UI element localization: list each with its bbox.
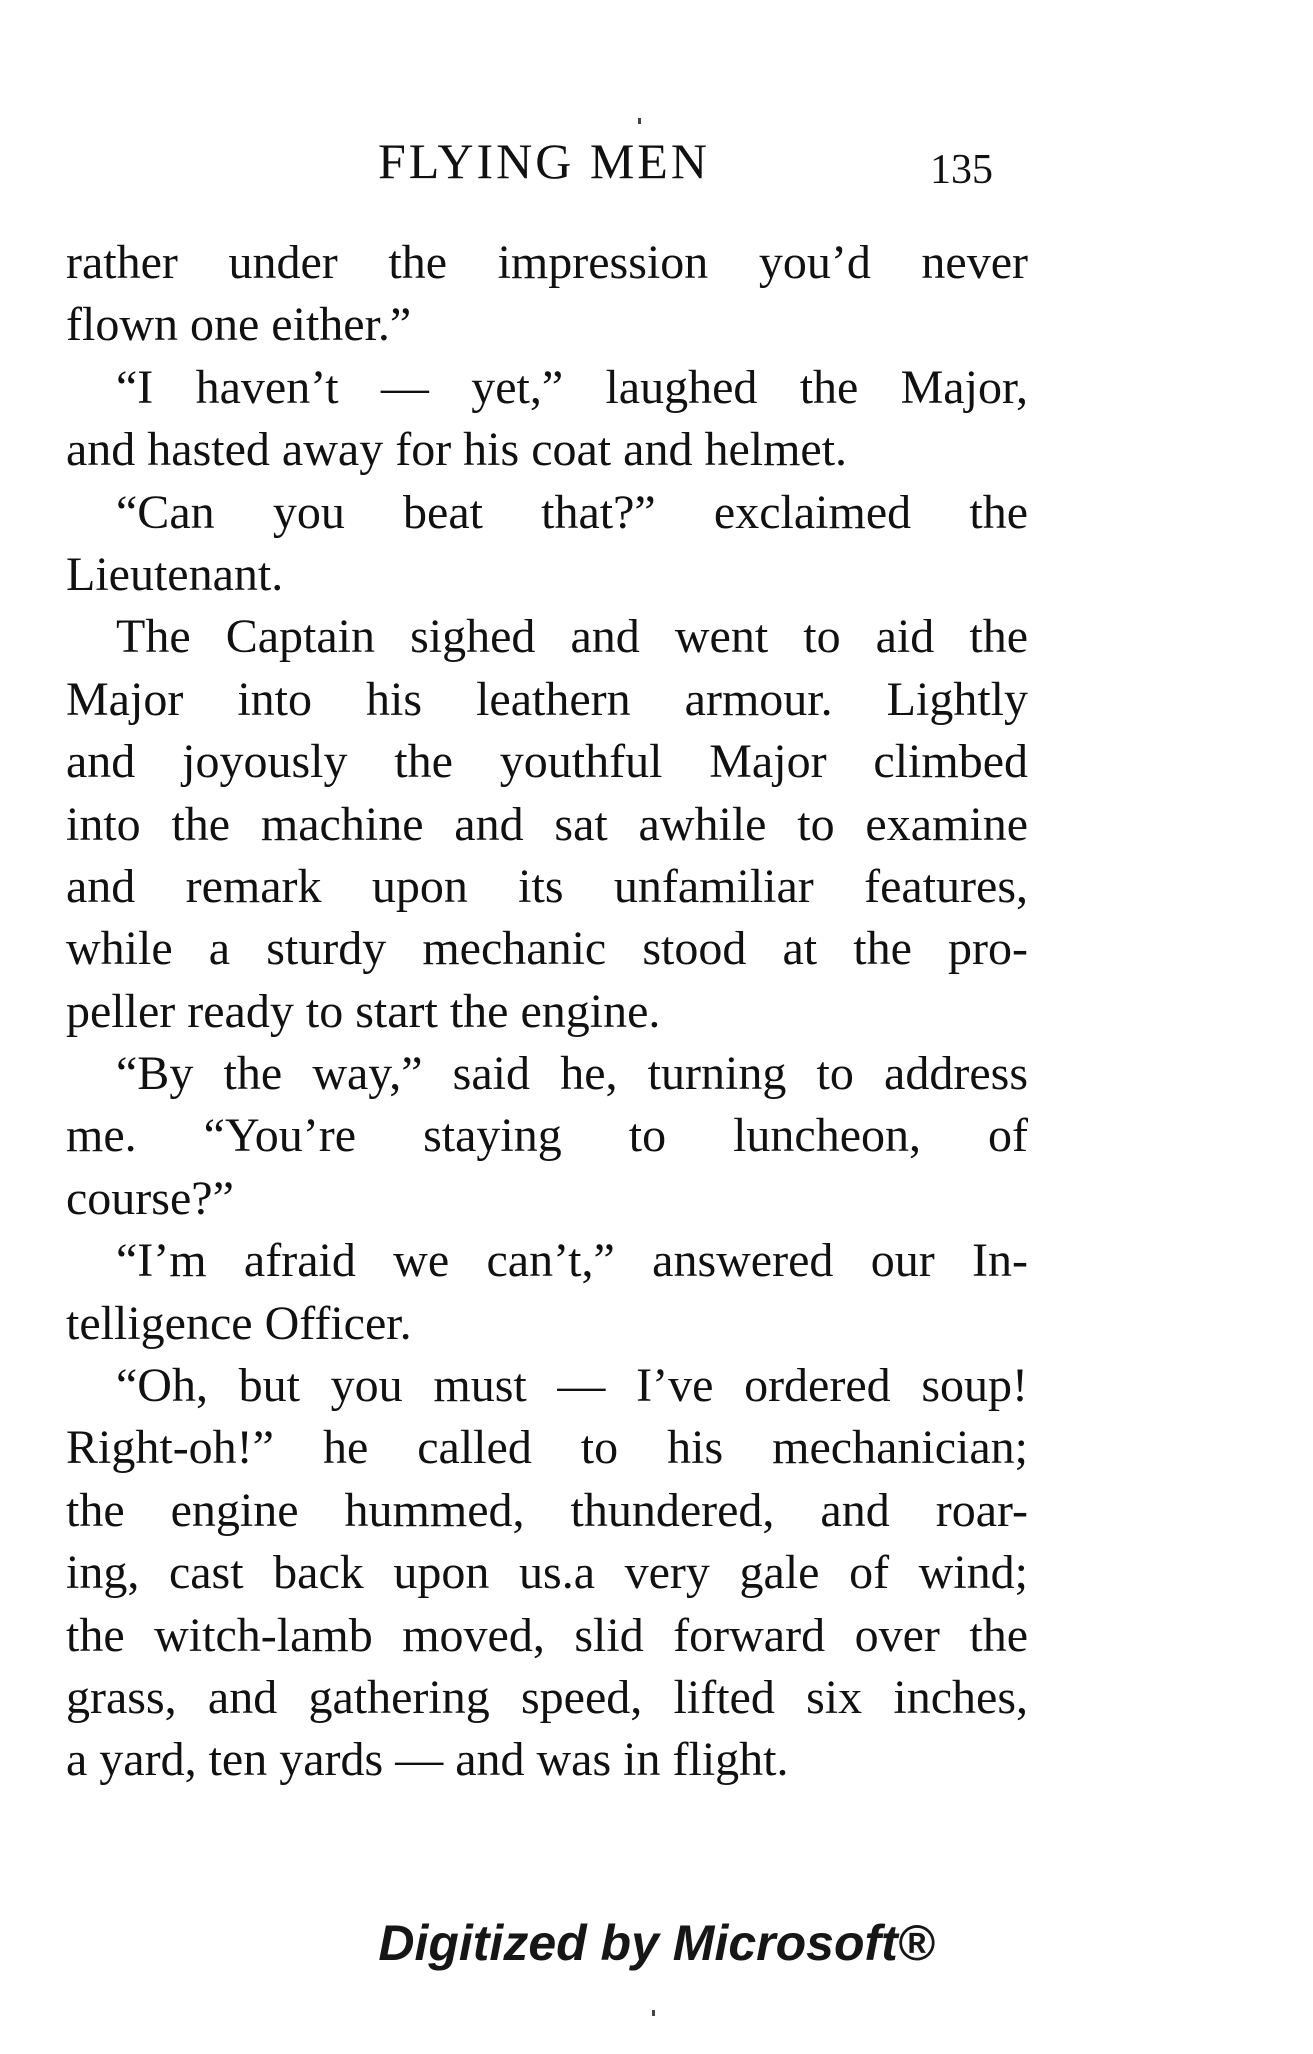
text-line: telligence Officer. [66, 1296, 412, 1350]
text-line: Lieutenant. [66, 547, 284, 601]
digitized-watermark: Digitized by Microsoft® [378, 1915, 935, 1971]
text-line: course?” [66, 1171, 234, 1225]
text-line: “Can you beat that?” exclaimed the [116, 485, 1028, 539]
text-line: The Captain sighed and went to aid the [116, 610, 1028, 664]
text-line: flown one either.” [66, 298, 412, 352]
body-text [66, 232, 1028, 1792]
page-number: 135 [930, 147, 993, 193]
text-line: grass, and gathering speed, lifted six inches, [66, 1670, 1028, 1724]
text-line: “I’m afraid we can’t,” answered our In- [116, 1234, 1028, 1288]
text-line: peller ready to start the engine. [66, 984, 661, 1038]
text-line: and remark upon its unfamiliar features, [66, 859, 1028, 913]
text-line: rather under the impression you’d never [66, 236, 1028, 289]
text-line: “I haven’t — yet,” laughed the Major, [116, 360, 1028, 414]
text-line: ing, cast back upon us.a very gale of wind; [66, 1546, 1028, 1600]
running-head: FLYING MEN [378, 133, 710, 189]
text-line: me. “You’re staying to luncheon, of [66, 1109, 1028, 1163]
text-line: the engine hummed, thundered, and roar- [66, 1483, 1028, 1537]
text-line: Right-oh!” he called to his mechanician; [66, 1421, 1028, 1475]
text-line: into the machine and sat awhile to examine [66, 797, 1028, 851]
scan-speck [638, 118, 641, 124]
text-line: a yard, ten yards — and was in flight. [66, 1733, 789, 1787]
text-line: “By the way,” said he, turning to address [116, 1047, 1028, 1101]
text-line: and joyously the youthful Major climbed [66, 735, 1028, 789]
text-line: while a sturdy mechanic stood at the pro- [66, 922, 1028, 976]
scan-speck [652, 2010, 655, 2016]
text-line: and hasted away for his coat and helmet. [66, 423, 848, 477]
text-line: the witch-lamb moved, slid forward over the [66, 1608, 1028, 1662]
text-line: Major into his leathern armour. Lightly [66, 672, 1028, 726]
text-line: “Oh, but you must — I’ve ordered soup! [116, 1359, 1028, 1413]
